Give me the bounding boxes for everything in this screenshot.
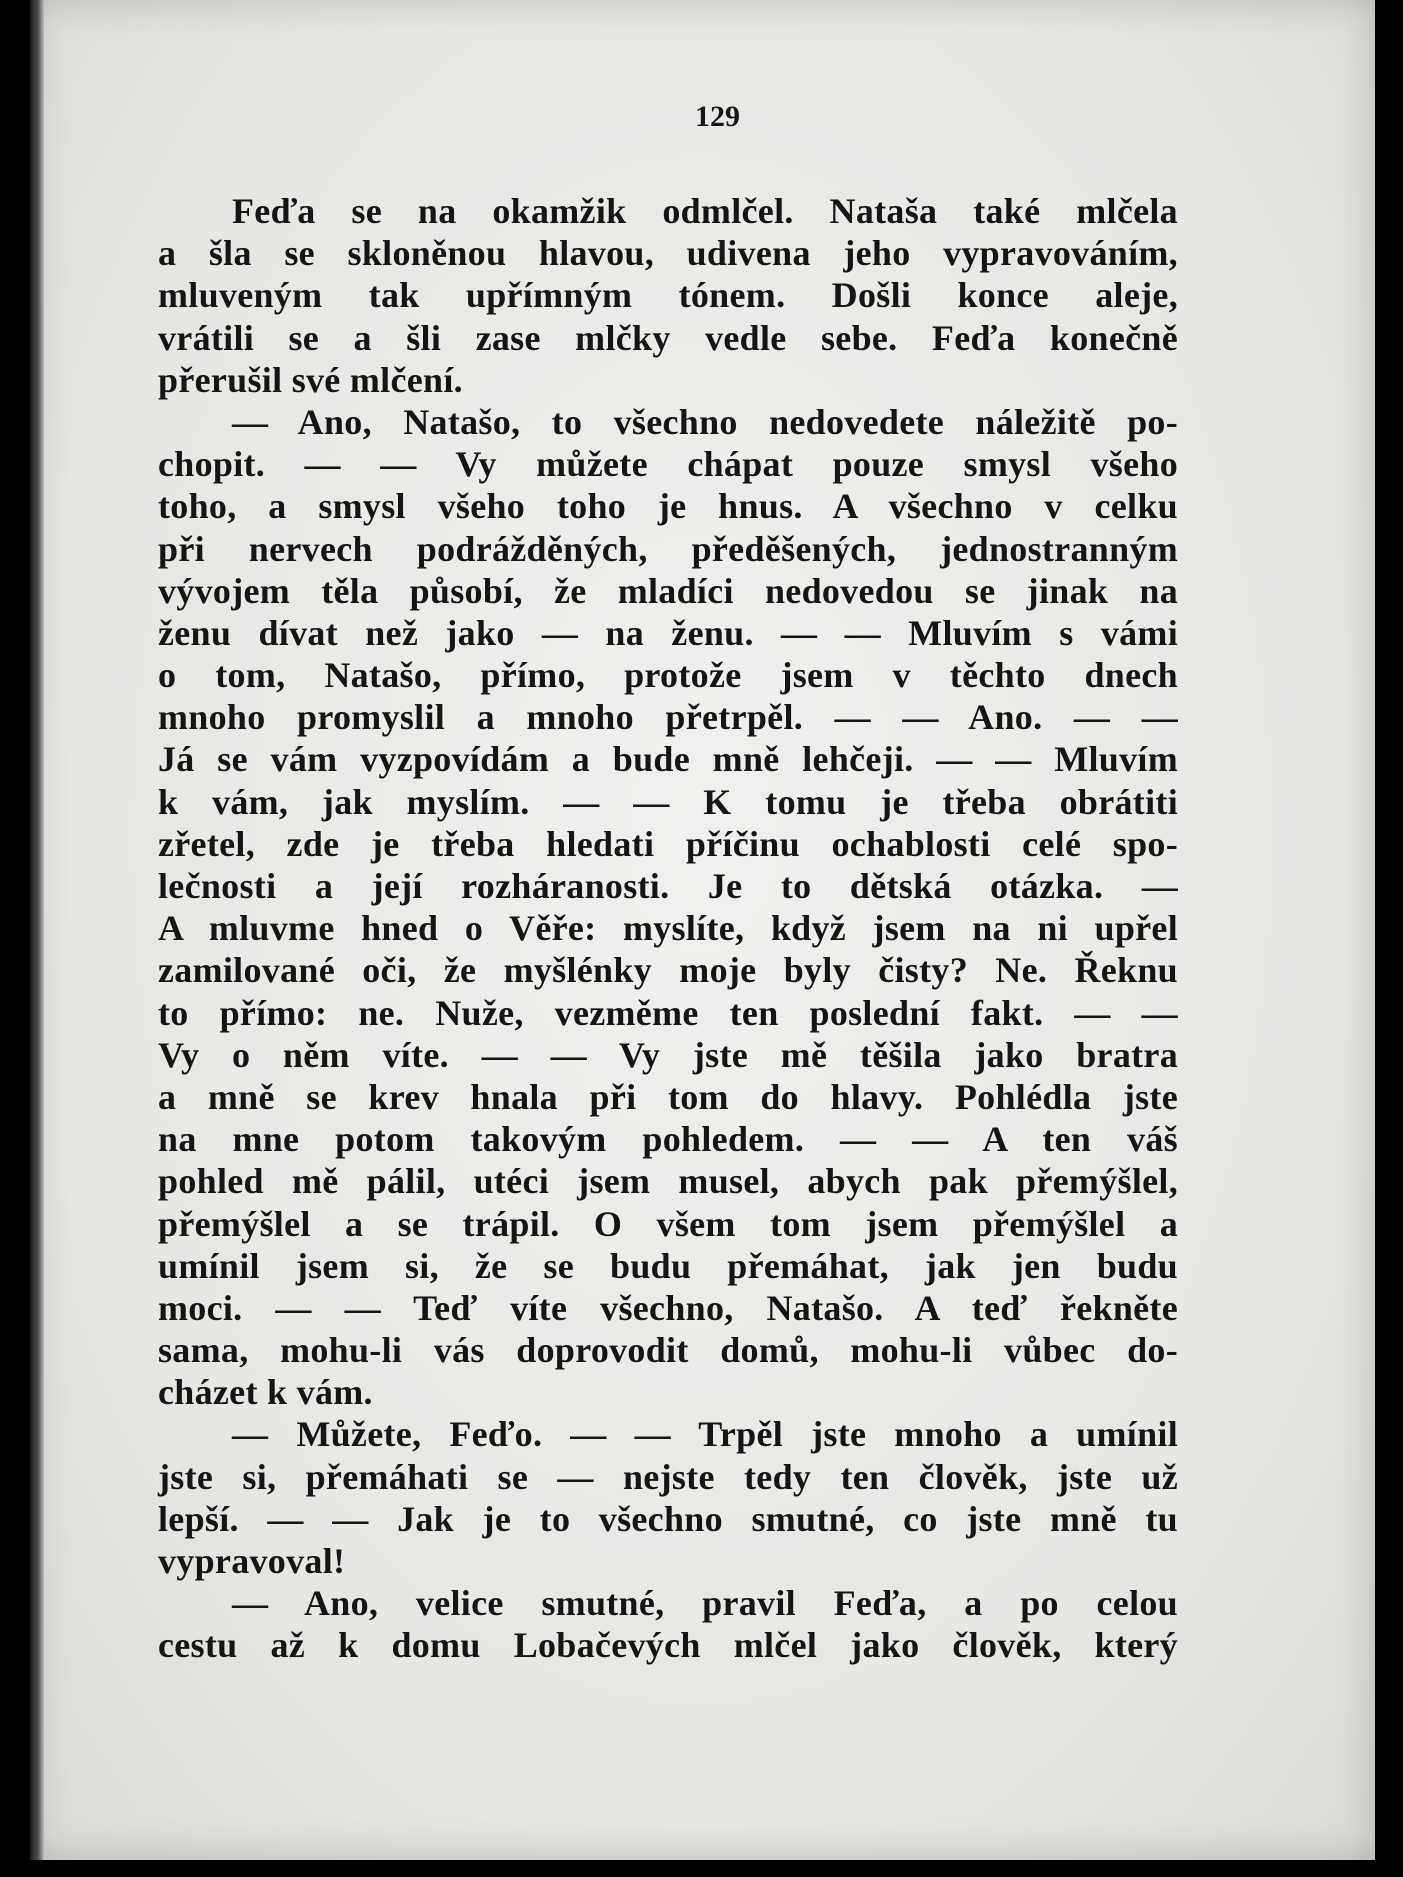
text-line: mnoho promyslil a mnoho přetrpěl. — — Ano. — — xyxy=(158,697,1178,738)
text-line: a mně se krev hnala při tom do hlavy. Pohlédla jste xyxy=(158,1076,1178,1117)
text-line: o tom, Natašo, přímo, protože jsem v těchto dnech xyxy=(158,655,1178,696)
text-line: mluveným tak upřímným tónem. Došli konce aleje, xyxy=(158,275,1178,316)
text-line: Feďa se na okamžik odmlčel. Nataša také mlčela xyxy=(232,191,1178,231)
text-line: na mne potom takovým pohledem. — — A ten váš xyxy=(158,1119,1178,1160)
text-line: přerušil své mlčení. xyxy=(158,359,463,400)
text-line: pohled mě pálil, utéci jsem musel, abych pak přemýšlel, xyxy=(158,1161,1178,1202)
text-line: vrátili se a šli zase mlčky vedle sebe. Feďa konečně xyxy=(158,317,1178,358)
text-line: a šla se skloněnou hlavou, udivena jeho vypravováním, xyxy=(158,233,1178,274)
text-line: Vy o něm víte. — — Vy jste mě těšila jako bratra xyxy=(158,1034,1178,1075)
text-line: A mluvme hned o Věře: myslíte, když jsem na ni upřel xyxy=(158,908,1178,949)
text-line: to přímo: ne. Nuže, vezměme ten poslední fakt. — — xyxy=(158,992,1178,1033)
text-line: při nervech podrážděných, předěšených, jednostranným xyxy=(158,528,1178,569)
text-line: sama, mohu-li vás doprovodit domů, mohu-li vůbec do- xyxy=(158,1330,1178,1371)
book-page xyxy=(30,0,1375,1860)
text-line: — Ano, Natašo, to všechno nedovedete náležitě po- xyxy=(232,401,1178,442)
text-line: lečnosti a její rozháranosti. Je to dětská otázka. — xyxy=(158,866,1178,906)
text-line: vypravoval! xyxy=(158,1541,346,1581)
text-line: chopit. — — Vy můžete chápat pouze smysl všeho xyxy=(158,444,1178,485)
body-text xyxy=(158,190,1178,1667)
text-line: zřetel, zde je třeba hledati příčinu ochablosti celé spo- xyxy=(158,823,1178,864)
text-line: — Můžete, Feďo. — — Trpěl jste mnoho a umínil xyxy=(232,1414,1178,1455)
text-line: jste si, přemáhati se — nejste tedy ten člověk, jste už xyxy=(158,1456,1178,1497)
text-line: toho, a smysl všeho toho je hnus. A všechno v celku xyxy=(158,486,1178,527)
text-line: Já se vám vyzpovídám a bude mně lehčeji. — — Mluvím xyxy=(158,739,1178,780)
page-number: 129 xyxy=(695,100,740,133)
text-line: cestu až k domu Lobačevých mlčel jako člověk, který xyxy=(158,1625,1178,1666)
text-line: ženu dívat než jako — na ženu. — — Mluvím s vámi xyxy=(158,612,1178,653)
text-line: — Ano, velice smutné, pravil Feďa, a po celou xyxy=(232,1583,1178,1624)
text-line: k vám, jak myslím. — — K tomu je třeba obrátiti xyxy=(158,781,1178,822)
page-binding-edge xyxy=(30,0,44,1860)
text-line: moci. — — Teď víte všechno, Natašo. A teď řekněte xyxy=(158,1287,1178,1328)
text-line: zamilované oči, že myšlénky moje byly čisty? Ne. Řeknu xyxy=(158,950,1178,991)
text-line: umínil jsem si, že se budu přemáhat, jak jen budu xyxy=(158,1245,1178,1286)
text-line: vývojem těla působí, že mladíci nedovedou se jinak na xyxy=(158,570,1178,611)
text-line: přemýšlel a se trápil. O všem tom jsem přemýšlel a xyxy=(158,1203,1178,1244)
text-line: lepší. — — Jak je to všechno smutné, co jste mně tu xyxy=(158,1498,1178,1539)
text-line: cházet k vám. xyxy=(158,1372,373,1413)
